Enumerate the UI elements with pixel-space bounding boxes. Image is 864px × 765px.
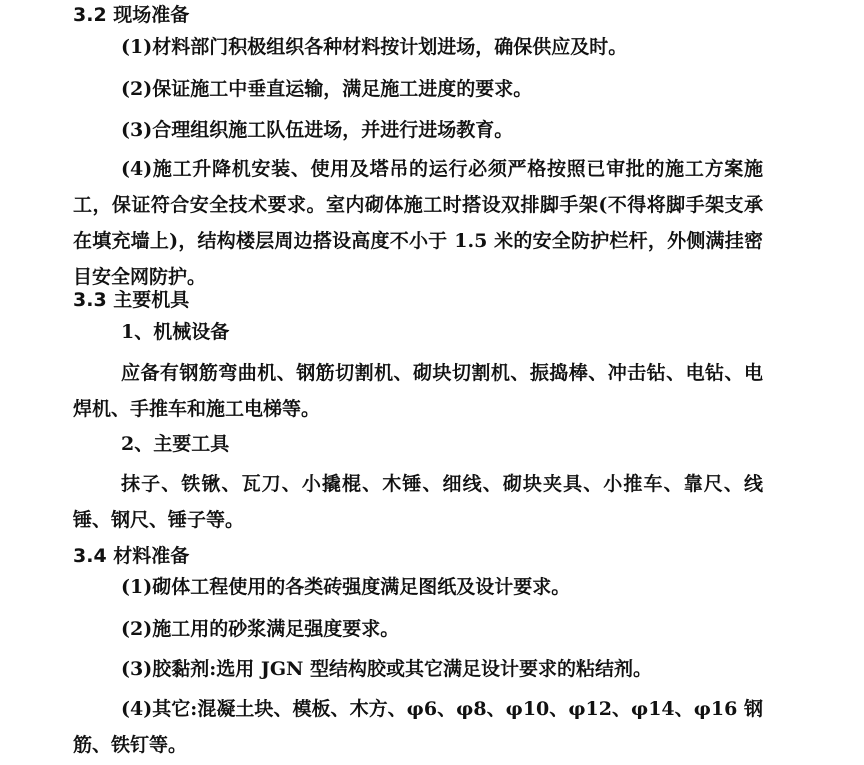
subsection-title-tools: 2、主要工具 xyxy=(121,433,230,455)
tools-list: 抹子、铁锹、瓦刀、小撬棍、木锤、细线、砌块夹具、小推车、靠尺、线锤、钢尺、锤子等。 xyxy=(73,473,763,531)
section-heading-3-4: 3.4 材料准备 xyxy=(73,545,190,567)
material-item-2: (2)施工用的砂浆满足强度要求。 xyxy=(121,618,400,640)
prep-item-4: (4)施工升降机安装、使用及塔吊的运行必须严格按照已审批的施工方案施工，保证符合安全技术要求。室内砌体施工时搭设双排脚手架(不得将脚手架支承在填充墙上)，结构楼层周边搭设高度不小于 1.5 米的安全防护栏杆，外侧满挂密目安全网防护。 xyxy=(73,158,763,288)
section-heading-3-3: 3.3 主要机具 xyxy=(73,289,190,311)
subsection-title-machinery: 1、机械设备 xyxy=(121,321,230,343)
material-item-1: (1)砌体工程使用的各类砖强度满足图纸及设计要求。 xyxy=(121,576,571,598)
material-item-3: (3)胶黏剂:选用 JGN 型结构胶或其它满足设计要求的粘结剂。 xyxy=(121,658,653,680)
prep-item-3: (3)合理组织施工队伍进场，并进行进场教育。 xyxy=(121,119,514,141)
prep-item-2: (2)保证施工中垂直运输，满足施工进度的要求。 xyxy=(121,78,533,100)
section-heading-3-2: 3.2 现场准备 xyxy=(73,4,190,26)
prep-item-1: (1)材料部门积极组织各种材料按计划进场，确保供应及时。 xyxy=(121,36,628,58)
material-item-4: (4)其它:混凝土块、模板、木方、φ6、φ8、φ10、φ12、φ14、φ16 钢筋、铁钉等。 xyxy=(73,698,763,756)
machinery-list: 应备有钢筋弯曲机、钢筋切割机、砌块切割机、振捣棒、冲击钻、电钻、电焊机、手推车和施工电梯等。 xyxy=(73,362,763,420)
